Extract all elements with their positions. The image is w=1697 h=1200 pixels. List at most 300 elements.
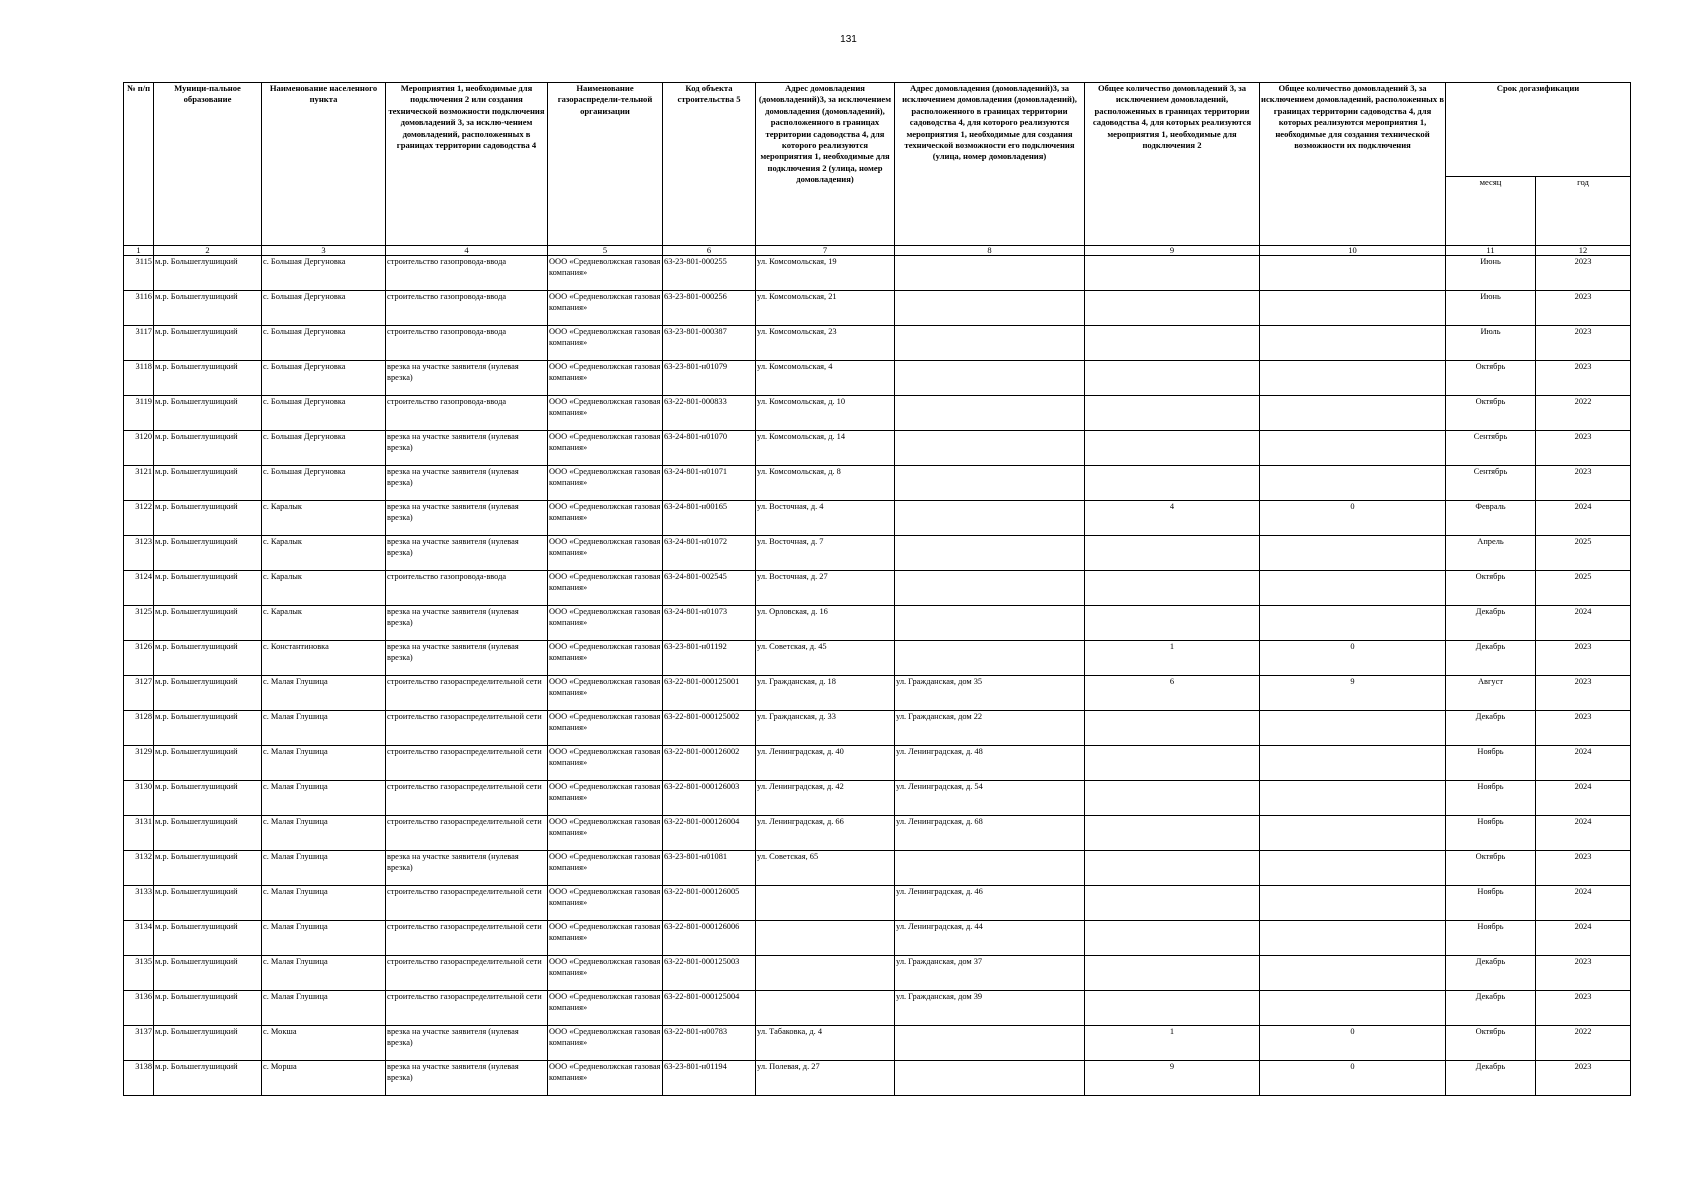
count-technical-cell [1260, 536, 1446, 571]
object-code-cell: 63-22-801-000125001 [663, 676, 756, 711]
header-code: Код объекта строительства 5 [663, 83, 756, 246]
organization-cell: ООО «Средневолжская газовая компания» [548, 1026, 663, 1061]
municipality-cell: м.р. Большеглушицкий [154, 991, 262, 1026]
table-row [124, 851, 1631, 886]
year-cell: 2023 [1536, 431, 1631, 466]
object-code-cell: 63-24-801-н01071 [663, 466, 756, 501]
column-index-row [124, 246, 1631, 256]
row-number: 3133 [124, 886, 154, 921]
measures-cell: врезка на участке заявителя (нулевая врезка) [386, 466, 548, 501]
organization-cell: ООО «Средневолжская газовая компания» [548, 361, 663, 396]
organization-cell: ООО «Средневолжская газовая компания» [548, 676, 663, 711]
organization-cell: ООО «Средневолжская газовая компания» [548, 816, 663, 851]
settlement-cell: с. Большая Дергуновка [262, 256, 386, 291]
address-technical-cell [895, 536, 1085, 571]
settlement-cell: с. Большая Дергуновка [262, 466, 386, 501]
object-code-cell: 63-23-801-000255 [663, 256, 756, 291]
settlement-cell: с. Большая Дергуновка [262, 396, 386, 431]
settlement-cell: с. Малая Глушица [262, 676, 386, 711]
year-cell: 2023 [1536, 991, 1631, 1026]
organization-cell: ООО «Средневолжская газовая компания» [548, 781, 663, 816]
measures-cell: строительство газораспределительной сети [386, 711, 548, 746]
count-connection-cell: 9 [1085, 1061, 1260, 1096]
table-row [124, 501, 1631, 536]
organization-cell: ООО «Средневолжская газовая компания» [548, 641, 663, 676]
organization-cell: ООО «Средневолжская газовая компания» [548, 746, 663, 781]
table-row [124, 326, 1631, 361]
object-code-cell: 63-23-801-000256 [663, 291, 756, 326]
organization-cell: ООО «Средневолжская газовая компания» [548, 431, 663, 466]
object-code-cell: 63-24-801-н01073 [663, 606, 756, 641]
object-code-cell: 63-23-801-000387 [663, 326, 756, 361]
count-connection-cell [1085, 991, 1260, 1026]
year-cell: 2025 [1536, 571, 1631, 606]
month-cell: Октябрь [1446, 396, 1536, 431]
table-row [124, 606, 1631, 641]
organization-cell: ООО «Средневолжская газовая компания» [548, 291, 663, 326]
year-cell: 2024 [1536, 886, 1631, 921]
address-technical-cell: ул. Гражданская, дом 37 [895, 956, 1085, 991]
table-row [124, 781, 1631, 816]
settlement-cell: с. Малая Глушица [262, 711, 386, 746]
measures-cell: врезка на участке заявителя (нулевая врезка) [386, 1061, 548, 1096]
table-row [124, 676, 1631, 711]
address-technical-cell [895, 431, 1085, 466]
municipality-cell: м.р. Большеглушицкий [154, 781, 262, 816]
measures-cell: врезка на участке заявителя (нулевая врезка) [386, 431, 548, 466]
count-connection-cell [1085, 606, 1260, 641]
address-technical-cell: ул. Ленинградская, д. 44 [895, 921, 1085, 956]
municipality-cell: м.р. Большеглушицкий [154, 431, 262, 466]
measures-cell: строительство газопровода-ввода [386, 256, 548, 291]
month-cell: Июль [1446, 326, 1536, 361]
object-code-cell: 63-24-801-н01070 [663, 431, 756, 466]
address-technical-cell [895, 501, 1085, 536]
address-technical-cell [895, 606, 1085, 641]
address-technical-cell: ул. Ленинградская, д. 54 [895, 781, 1085, 816]
address-connection-cell: ул. Комсомольская, 21 [756, 291, 895, 326]
row-number: 3124 [124, 571, 154, 606]
row-number: 3131 [124, 816, 154, 851]
count-technical-cell [1260, 606, 1446, 641]
municipality-cell: м.р. Большеглушицкий [154, 291, 262, 326]
address-technical-cell: ул. Ленинградская, д. 68 [895, 816, 1085, 851]
organization-cell: ООО «Средневолжская газовая компания» [548, 501, 663, 536]
row-number: 3125 [124, 606, 154, 641]
row-number: 3135 [124, 956, 154, 991]
municipality-cell: м.р. Большеглушицкий [154, 711, 262, 746]
address-connection-cell: ул. Гражданская, д. 33 [756, 711, 895, 746]
municipality-cell: м.р. Большеглушицкий [154, 816, 262, 851]
header-deadline: Срок догазификации [1446, 83, 1631, 177]
month-cell: Декабрь [1446, 711, 1536, 746]
year-cell: 2025 [1536, 536, 1631, 571]
municipality-cell: м.р. Большеглушицкий [154, 676, 262, 711]
month-cell: Сентябрь [1446, 466, 1536, 501]
municipality-cell: м.р. Большеглушицкий [154, 851, 262, 886]
object-code-cell: 63-23-801-н01081 [663, 851, 756, 886]
municipality-cell: м.р. Большеглушицкий [154, 1061, 262, 1096]
municipality-cell: м.р. Большеглушицкий [154, 606, 262, 641]
table-row [124, 396, 1631, 431]
address-connection-cell: ул. Комсомольская, 19 [756, 256, 895, 291]
row-number: 3121 [124, 466, 154, 501]
table-row [124, 746, 1631, 781]
year-cell: 2023 [1536, 711, 1631, 746]
count-connection-cell [1085, 256, 1260, 291]
object-code-cell: 63-22-801-000126004 [663, 816, 756, 851]
row-number: 3138 [124, 1061, 154, 1096]
measures-cell: врезка на участке заявителя (нулевая врезка) [386, 851, 548, 886]
row-number: 3117 [124, 326, 154, 361]
municipality-cell: м.р. Большеглушицкий [154, 326, 262, 361]
object-code-cell: 63-22-801-000126005 [663, 886, 756, 921]
table-row [124, 571, 1631, 606]
organization-cell: ООО «Средневолжская газовая компания» [548, 711, 663, 746]
object-code-cell: 63-22-801-000833 [663, 396, 756, 431]
count-technical-cell: 0 [1260, 501, 1446, 536]
header-year: год [1536, 177, 1631, 246]
municipality-cell: м.р. Большеглушицкий [154, 501, 262, 536]
address-technical-cell [895, 571, 1085, 606]
year-cell: 2024 [1536, 606, 1631, 641]
organization-cell: ООО «Средневолжская газовая компания» [548, 606, 663, 641]
settlement-cell: с. Константиновка [262, 641, 386, 676]
count-technical-cell [1260, 851, 1446, 886]
count-connection-cell [1085, 291, 1260, 326]
count-connection-cell [1085, 466, 1260, 501]
header-municipality: Муници-пальное образование [154, 83, 262, 246]
object-code-cell: 63-24-801-н00165 [663, 501, 756, 536]
address-connection-cell: ул. Ленинградская, д. 40 [756, 746, 895, 781]
count-technical-cell [1260, 956, 1446, 991]
settlement-cell: с. Большая Дергуновка [262, 291, 386, 326]
month-cell: Август [1446, 676, 1536, 711]
count-connection-cell [1085, 536, 1260, 571]
count-technical-cell [1260, 886, 1446, 921]
count-connection-cell [1085, 816, 1260, 851]
municipality-cell: м.р. Большеглушицкий [154, 466, 262, 501]
year-cell: 2023 [1536, 851, 1631, 886]
header-org: Наименование газораспредели-тельной организации [548, 83, 663, 246]
measures-cell: строительство газораспределительной сети [386, 676, 548, 711]
count-technical-cell: 9 [1260, 676, 1446, 711]
address-technical-cell [895, 1026, 1085, 1061]
measures-cell: строительство газораспределительной сети [386, 886, 548, 921]
row-number: 3115 [124, 256, 154, 291]
year-cell: 2023 [1536, 466, 1631, 501]
table-row [124, 816, 1631, 851]
count-technical-cell [1260, 991, 1446, 1026]
object-code-cell: 63-23-801-н01194 [663, 1061, 756, 1096]
measures-cell: строительство газораспределительной сети [386, 991, 548, 1026]
organization-cell: ООО «Средневолжская газовая компания» [548, 886, 663, 921]
address-connection-cell [756, 921, 895, 956]
settlement-cell: с. Малая Глушица [262, 956, 386, 991]
header-month: месяц [1446, 177, 1536, 246]
address-connection-cell: ул. Полевая, д. 27 [756, 1061, 895, 1096]
month-cell: Октябрь [1446, 571, 1536, 606]
row-number: 3122 [124, 501, 154, 536]
count-technical-cell [1260, 326, 1446, 361]
column-index: 1 [124, 246, 154, 256]
count-technical-cell [1260, 746, 1446, 781]
page-number: 131 [840, 34, 857, 45]
month-cell: Ноябрь [1446, 886, 1536, 921]
count-technical-cell: 0 [1260, 1026, 1446, 1061]
row-number: 3129 [124, 746, 154, 781]
measures-cell: строительство газопровода-ввода [386, 326, 548, 361]
settlement-cell: с. Малая Глушица [262, 746, 386, 781]
address-connection-cell: ул. Табаковка, д. 4 [756, 1026, 895, 1061]
table-row [124, 641, 1631, 676]
municipality-cell: м.р. Большеглушицкий [154, 571, 262, 606]
count-technical-cell [1260, 816, 1446, 851]
row-number: 3123 [124, 536, 154, 571]
count-technical-cell [1260, 361, 1446, 396]
row-number: 3134 [124, 921, 154, 956]
row-number: 3120 [124, 431, 154, 466]
municipality-cell: м.р. Большеглушицкий [154, 886, 262, 921]
year-cell: 2023 [1536, 326, 1631, 361]
address-connection-cell: ул. Комсомольская, д. 14 [756, 431, 895, 466]
table-row [124, 536, 1631, 571]
measures-cell: врезка на участке заявителя (нулевая врезка) [386, 606, 548, 641]
address-connection-cell: ул. Комсомольская, д. 10 [756, 396, 895, 431]
column-index: 7 [756, 246, 895, 256]
count-connection-cell: 1 [1085, 1026, 1260, 1061]
settlement-cell: с. Каралык [262, 571, 386, 606]
month-cell: Декабрь [1446, 956, 1536, 991]
settlement-cell: с. Малая Глушица [262, 816, 386, 851]
organization-cell: ООО «Средневолжская газовая компания» [548, 256, 663, 291]
month-cell: Ноябрь [1446, 746, 1536, 781]
table-row [124, 921, 1631, 956]
settlement-cell: с. Мокша [262, 1026, 386, 1061]
column-index: 5 [548, 246, 663, 256]
object-code-cell: 63-24-801-н01072 [663, 536, 756, 571]
month-cell: Июнь [1446, 291, 1536, 326]
year-cell: 2024 [1536, 816, 1631, 851]
organization-cell: ООО «Средневолжская газовая компания» [548, 956, 663, 991]
organization-cell: ООО «Средневолжская газовая компания» [548, 851, 663, 886]
address-connection-cell [756, 991, 895, 1026]
organization-cell: ООО «Средневолжская газовая компания» [548, 921, 663, 956]
row-number: 3119 [124, 396, 154, 431]
year-cell: 2023 [1536, 676, 1631, 711]
object-code-cell: 63-22-801-000126002 [663, 746, 756, 781]
address-connection-cell: ул. Восточная, д. 4 [756, 501, 895, 536]
count-connection-cell [1085, 921, 1260, 956]
measures-cell: строительство газопровода-ввода [386, 291, 548, 326]
year-cell: 2024 [1536, 781, 1631, 816]
table-row [124, 991, 1631, 1026]
month-cell: Декабрь [1446, 991, 1536, 1026]
address-technical-cell [895, 326, 1085, 361]
address-connection-cell: ул. Комсомольская, д. 8 [756, 466, 895, 501]
column-index: 11 [1446, 246, 1536, 256]
settlement-cell: с. Каралык [262, 536, 386, 571]
count-technical-cell [1260, 431, 1446, 466]
count-technical-cell [1260, 781, 1446, 816]
count-connection-cell: 1 [1085, 641, 1260, 676]
header-settlement: Наименование населенного пункта [262, 83, 386, 246]
count-connection-cell: 6 [1085, 676, 1260, 711]
settlement-cell: с. Малая Глушица [262, 921, 386, 956]
address-connection-cell: ул. Гражданская, д. 18 [756, 676, 895, 711]
address-technical-cell: ул. Гражданская, дом 35 [895, 676, 1085, 711]
column-index: 12 [1536, 246, 1631, 256]
settlement-cell: с. Малая Глушица [262, 886, 386, 921]
row-number: 3127 [124, 676, 154, 711]
settlement-cell: с. Малая Глушица [262, 851, 386, 886]
table-row [124, 256, 1631, 291]
object-code-cell: 63-24-801-002545 [663, 571, 756, 606]
organization-cell: ООО «Средневолжская газовая компания» [548, 1061, 663, 1096]
municipality-cell: м.р. Большеглушицкий [154, 536, 262, 571]
count-connection-cell [1085, 851, 1260, 886]
header-address-technical: Адрес домовладения (домовладений)3, за исключением домовладения (домовладений), расположенного в границах территории садоводства 4, для которого реализуются мероприятия 1, необходимые для создания технической возможности его подключения (улица, номер домовладения) [895, 83, 1085, 246]
count-connection-cell [1085, 886, 1260, 921]
object-code-cell: 63-22-801-000125004 [663, 991, 756, 1026]
address-technical-cell [895, 396, 1085, 431]
column-index: 8 [895, 246, 1085, 256]
table-row [124, 956, 1631, 991]
organization-cell: ООО «Средневолжская газовая компания» [548, 326, 663, 361]
count-technical-cell: 0 [1260, 1061, 1446, 1096]
measures-cell: строительство газораспределительной сети [386, 816, 548, 851]
measures-cell: врезка на участке заявителя (нулевая врезка) [386, 641, 548, 676]
month-cell: Ноябрь [1446, 816, 1536, 851]
month-cell: Октябрь [1446, 361, 1536, 396]
count-connection-cell [1085, 396, 1260, 431]
column-index: 2 [154, 246, 262, 256]
column-index: 6 [663, 246, 756, 256]
address-connection-cell: ул. Комсомольская, 23 [756, 326, 895, 361]
month-cell: Июнь [1446, 256, 1536, 291]
address-technical-cell: ул. Гражданская, дом 39 [895, 991, 1085, 1026]
count-connection-cell [1085, 431, 1260, 466]
month-cell: Октябрь [1446, 1026, 1536, 1061]
organization-cell: ООО «Средневолжская газовая компания» [548, 571, 663, 606]
header-address-connection: Адрес домовладения (домовладений)3, за исключением домовладения (домовладений), расположенного в границах территории садоводства 4, для которого реализуются мероприятия 1, необходимые для подключения 2 (улица, номер домовладения) [756, 83, 895, 246]
address-connection-cell [756, 886, 895, 921]
address-connection-cell: ул. Ленинградская, д. 42 [756, 781, 895, 816]
address-connection-cell [756, 956, 895, 991]
organization-cell: ООО «Средневолжская газовая компания» [548, 396, 663, 431]
month-cell: Октябрь [1446, 851, 1536, 886]
measures-cell: строительство газораспределительной сети [386, 746, 548, 781]
row-number: 3137 [124, 1026, 154, 1061]
municipality-cell: м.р. Большеглушицкий [154, 956, 262, 991]
measures-cell: врезка на участке заявителя (нулевая врезка) [386, 501, 548, 536]
column-index: 9 [1085, 246, 1260, 256]
count-technical-cell [1260, 921, 1446, 956]
month-cell: Сентябрь [1446, 431, 1536, 466]
count-connection-cell [1085, 361, 1260, 396]
municipality-cell: м.р. Большеглушицкий [154, 746, 262, 781]
table-row [124, 361, 1631, 396]
address-technical-cell [895, 466, 1085, 501]
address-technical-cell [895, 851, 1085, 886]
address-technical-cell [895, 641, 1085, 676]
count-connection-cell [1085, 746, 1260, 781]
month-cell: Апрель [1446, 536, 1536, 571]
count-connection-cell [1085, 571, 1260, 606]
count-connection-cell [1085, 956, 1260, 991]
table-row [124, 1026, 1631, 1061]
year-cell: 2023 [1536, 256, 1631, 291]
address-technical-cell [895, 256, 1085, 291]
measures-cell: строительство газораспределительной сети [386, 956, 548, 991]
year-cell: 2024 [1536, 501, 1631, 536]
object-code-cell: 63-22-801-000126003 [663, 781, 756, 816]
header-num: № п/п [124, 83, 154, 246]
measures-cell: врезка на участке заявителя (нулевая врезка) [386, 1026, 548, 1061]
address-technical-cell: ул. Ленинградская, д. 48 [895, 746, 1085, 781]
row-number: 3126 [124, 641, 154, 676]
year-cell: 2023 [1536, 956, 1631, 991]
settlement-cell: с. Большая Дергуновка [262, 326, 386, 361]
measures-cell: строительство газораспределительной сети [386, 921, 548, 956]
object-code-cell: 63-22-801-000126006 [663, 921, 756, 956]
count-connection-cell [1085, 711, 1260, 746]
count-technical-cell [1260, 396, 1446, 431]
row-number: 3136 [124, 991, 154, 1026]
year-cell: 2022 [1536, 1026, 1631, 1061]
address-connection-cell: ул. Восточная, д. 7 [756, 536, 895, 571]
row-number: 3116 [124, 291, 154, 326]
year-cell: 2023 [1536, 1061, 1631, 1096]
column-index: 4 [386, 246, 548, 256]
address-technical-cell [895, 291, 1085, 326]
address-connection-cell: ул. Советская, д. 45 [756, 641, 895, 676]
address-connection-cell: ул. Комсомольская, 4 [756, 361, 895, 396]
month-cell: Декабрь [1446, 1061, 1536, 1096]
table-row [124, 886, 1631, 921]
column-index: 10 [1260, 246, 1446, 256]
municipality-cell: м.р. Большеглушицкий [154, 361, 262, 396]
organization-cell: ООО «Средневолжская газовая компания» [548, 536, 663, 571]
table-row [124, 711, 1631, 746]
row-number: 3128 [124, 711, 154, 746]
gasification-table [123, 82, 1631, 1096]
month-cell: Ноябрь [1446, 921, 1536, 956]
municipality-cell: м.р. Большеглушицкий [154, 1026, 262, 1061]
table-row [124, 431, 1631, 466]
object-code-cell: 63-22-801-н00783 [663, 1026, 756, 1061]
column-index: 3 [262, 246, 386, 256]
address-connection-cell: ул. Восточная, д. 27 [756, 571, 895, 606]
table-row [124, 1061, 1631, 1096]
count-technical-cell [1260, 571, 1446, 606]
count-technical-cell [1260, 256, 1446, 291]
count-connection-cell [1085, 781, 1260, 816]
municipality-cell: м.р. Большеглушицкий [154, 256, 262, 291]
year-cell: 2023 [1536, 641, 1631, 676]
measures-cell: строительство газопровода-ввода [386, 571, 548, 606]
organization-cell: ООО «Средневолжская газовая компания» [548, 991, 663, 1026]
settlement-cell: с. Малая Глушица [262, 991, 386, 1026]
measures-cell: врезка на участке заявителя (нулевая врезка) [386, 536, 548, 571]
address-technical-cell: ул. Гражданская, дом 22 [895, 711, 1085, 746]
object-code-cell: 63-23-801-н01079 [663, 361, 756, 396]
object-code-cell: 63-22-801-000125002 [663, 711, 756, 746]
address-technical-cell [895, 1061, 1085, 1096]
count-technical-cell: 0 [1260, 641, 1446, 676]
object-code-cell: 63-22-801-000125003 [663, 956, 756, 991]
address-connection-cell: ул. Ленинградская, д. 66 [756, 816, 895, 851]
